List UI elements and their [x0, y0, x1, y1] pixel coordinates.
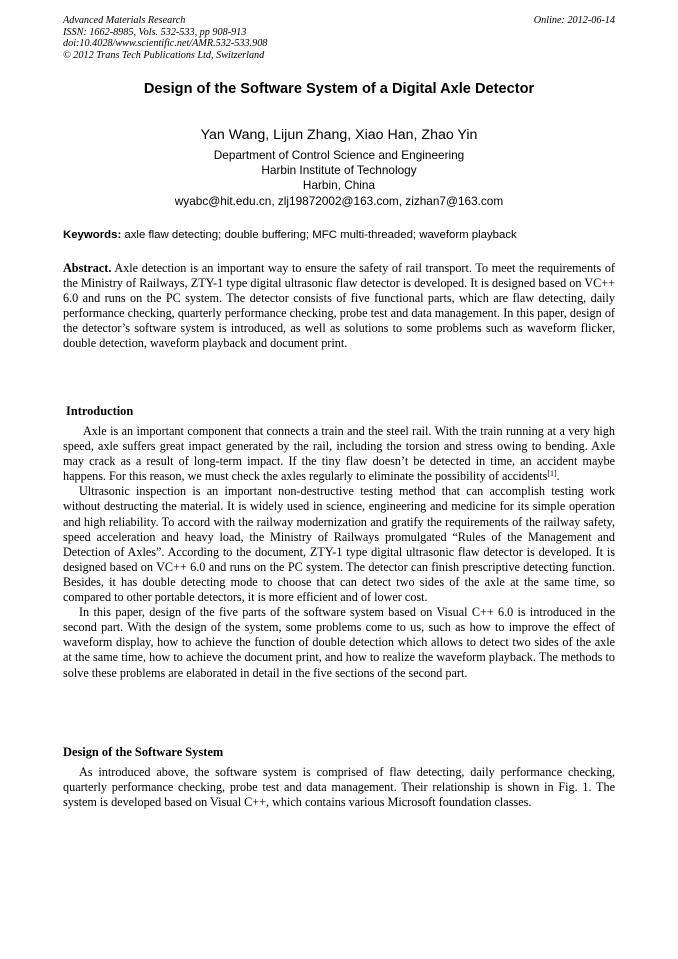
citation-period: . — [556, 469, 560, 484]
citation-ref: [1] — [547, 469, 557, 479]
abstract-text: Axle detection is an important way to ensure the safety of rail transport. To meet the requirements of the Ministry of Railways, ZTY-1 type digital ultrasonic flaw detector is developed. It is designed based on VC++ 6.0 and runs on the PC system. The detector consists of five functional parts, which are flaw detecting, daily performance checking, quarterly performance checking, probe test and data management. In this paper, design of the detector’s software system is introduced, as well as solutions to some problems such as waveform flicker, double detection, waveform playback and document print. — [63, 261, 615, 351]
institute: Harbin Institute of Technology — [261, 163, 417, 178]
introduction-paragraph-text: Axle is an important component that connects a train and the steel rail. With the train running at a very high speed, axle suffers great impact generated by the rail, including the torsion and stress owing to bending. Axle may crack as a result of long-term impact. If the tiny flaw doesn’t be detected in time, an accident maybe happens. For this reason, we must check the axles regularly to eliminate the possibility of accidents — [63, 424, 615, 484]
department: Department of Control Science and Engineering — [213, 148, 465, 162]
journal-name: Advanced Materials Research — [63, 15, 186, 26]
abstract — [63, 261, 615, 352]
issn-line: ISSN: 1662-8985, Vols. 532-533, pp 908-913 — [63, 26, 247, 38]
introduction-heading: Introduction — [66, 404, 134, 418]
design-paragraph: As introduced above, the software system is comprised of flaw detecting, daily performance checking, quarterly performance checking, probe test and data management. Their relationship is shown in Fig. 1. The system is developed based on Visual C++, which contains various Microsoft foundation classes. — [63, 765, 615, 810]
doi-line: doi:10.4028/www.scientific.net/AMR.532-533.908 — [63, 38, 268, 50]
introduction-paragraph — [63, 424, 615, 484]
affiliation-block — [40, 148, 638, 209]
design-heading: Design of the Software System — [63, 745, 224, 759]
copyright-line: © 2012 Trans Tech Publications Ltd, Switzerland — [63, 49, 265, 61]
journal-header — [63, 15, 615, 61]
keywords-label: Keywords: — [63, 229, 122, 241]
email-list: wyabc@hit.edu.cn, zlj19872002@163.com, zizhan7@163.com — [174, 193, 504, 208]
introduction-section — [63, 404, 615, 681]
abstract-label: Abstract. — [63, 261, 112, 275]
city: Harbin, China — [302, 178, 376, 193]
design-section — [63, 745, 615, 810]
author-list: Yan Wang, Lijun Zhang, Xiao Han, Zhao Yin — [200, 127, 478, 143]
paper-title: Design of the Software System of a Digital Axle Detector — [143, 81, 535, 97]
online-date: Online: 2012-06-14 — [533, 15, 615, 26]
introduction-paragraph: Ultrasonic inspection is an important non-destructive testing method that can accomplish testing work without destructing the material. It is widely used in science, engineering and medicine for its simple operation and high reliability. To accord with the railway modernization and gratify the requirements of the railway safety, speed acceleration and heavy load, the Ministry of Railways promulgated “Rules of the Management and Detection of Axles”. According to the document, ZTY-1 type digital ultrasonic flaw detector is developed. It is designed based on VC++ 6.0 and runs on the PC system. The detector can finish prescriptive detecting function. Besides, it has double detecting mode to choose that can detect two sides of the axle at the same time, so compared to other portable detectors, it is more efficient and of lower cost. — [63, 484, 615, 605]
keywords — [63, 228, 615, 242]
keywords-text: axle flaw detecting; double buffering; MFC multi-threaded; waveform playback — [124, 229, 517, 241]
introduction-paragraph: In this paper, design of the five parts of the software system based on Visual C++ 6.0 is introduced in the second part. With the design of the system, some problems come to us, such as how to improve the effect of waveform display, how to achieve the function of double detection which allows to detect two sides of the axle at the same time, how to achieve the document print, and how to realize the waveform playback. The methods to solve these problems are elaborated in detail in the five sections of the second part. — [63, 605, 615, 680]
